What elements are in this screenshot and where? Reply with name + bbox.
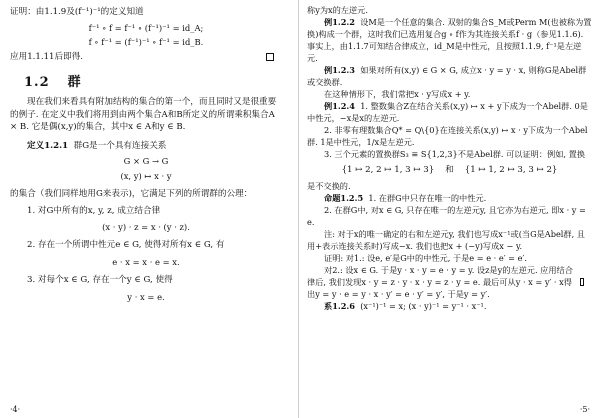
paragraph-intro: 现在我们来看具有附加结构的集合的第一个，而且同时又是很重要的例子. 在定义中我们将用到由两个集合A和B所定义的所谓乘积集合A × B. 它是偶(x,y)的集合，其中x ∈ A和y ∈ B. bbox=[10, 97, 277, 132]
example-1-label: 例1.2.2 bbox=[324, 17, 355, 27]
section-number: 1.2 bbox=[24, 75, 50, 90]
proof-part-2: 对2.: 设x ∈ G. 于是y · x · y = e · y = y. 设z是y的左逆元. 应用结合律后, 我们发现x · y = z · y · x · y = z · y = e. 最后可从y · x = y′ · x得出y = y · e = y · x · y′ = e · y′ = y′, 于是y = y′. bbox=[307, 265, 573, 299]
axiom-1-equation: (x · y) · z = x · (y · z). bbox=[102, 222, 190, 232]
right-page bbox=[298, 0, 600, 418]
definition-label: 定义1.2.1 bbox=[27, 140, 69, 151]
corollary-label: 系1.2.6 bbox=[324, 301, 355, 311]
permutation-and: 和 bbox=[445, 165, 454, 175]
top-line: 称y为x的左逆元. bbox=[307, 5, 368, 15]
example-2-continued: 在这种情形下，我们常把x · y写成x + y. bbox=[324, 89, 471, 99]
equation-2: f ∘ f⁻¹ = (f⁻¹)⁻¹ ∘ f⁻¹ = id_B. bbox=[88, 36, 204, 47]
section-title: 群 bbox=[67, 75, 82, 90]
proof-part-1: 证明: 对1.: 设e, e′是G中的中性元, 于是e = e · e′ = e′. bbox=[324, 253, 527, 263]
corollary-text: (x⁻¹)⁻¹ = x; (x · y)⁻¹ = y⁻¹ · x⁻¹. bbox=[360, 301, 487, 311]
apply-line: 应用1.1.11后即得. bbox=[10, 51, 84, 62]
page-number-left: ·4· bbox=[10, 405, 21, 414]
qed-square bbox=[266, 53, 274, 61]
proposition-item-1: 1. 在群G中只存在唯一的中性元. bbox=[368, 193, 487, 203]
proposition-label: 命题1.2.5 bbox=[324, 193, 364, 203]
example-3-end: 是不交换的. bbox=[307, 181, 351, 191]
example-3-item-3: 3. 三个元素的置换群S₃ ≡ S{1,2,3}不是Abel群. 可以证明：例如, 置换 bbox=[324, 149, 586, 159]
equation-1: f⁻¹ ∘ f = f⁻¹ ∘ (f⁻¹)⁻¹ = id_A; bbox=[88, 22, 204, 33]
permutation-line bbox=[307, 164, 592, 176]
example-2-text: 如果对所有(x,y) ∈ G × G, 成立x · y = y · x, 则称G是Abel群或交换群. bbox=[307, 65, 587, 87]
axiom-2-equation: e · x = x · e = x. bbox=[112, 256, 180, 267]
definition-text: 群G是一个具有连接关系 bbox=[73, 140, 167, 151]
map-line-1: G × G → G bbox=[123, 156, 169, 166]
example-2-label: 例1.2.3 bbox=[324, 65, 355, 75]
section-heading bbox=[24, 71, 282, 90]
left-page bbox=[0, 0, 292, 418]
axiom-2: 2. 存在一个所谓中性元e ∈ G, 使得对所有x ∈ G, 有 bbox=[27, 240, 225, 250]
page-number-right: ·5· bbox=[579, 405, 590, 414]
permutation-1: {1 ↦ 2, 2 ↦ 1, 3 ↦ 3} bbox=[341, 165, 435, 175]
proposition-item-2: 2. 在群G中, 对x ∈ G, 只存在唯一的左逆元y, 且它亦为右逆元, 即x · y = e. bbox=[307, 205, 586, 227]
example-1-text: 设M是一个任意的集合. 双射的集合S_M或Perm M(也被称为置换)构成一个群，这时我们已选用复合g ∘ f作为其连接关系f · g（参见1.1.6). 事实上，由1.1.7可知结合律成立，id_M是中性元，且按照1.1.9, f⁻¹是左逆元. bbox=[307, 17, 592, 63]
example-3-label: 例1.2.4 bbox=[324, 101, 355, 111]
axiom-3-equation: y · x = e. bbox=[127, 292, 165, 302]
permutation-2: {1 ↦ 1, 2 ↦ 3, 3 ↦ 2} bbox=[464, 165, 558, 175]
example-3-item-1: 1. 整数集合Z在结合关系(x,y) ↦ x + y下成为一个Abel群. 0是中性元，−x是x的左逆元. bbox=[307, 101, 588, 123]
axiom-3: 3. 对每个x ∈ G, 存在一个y ∈ G, 使得 bbox=[27, 274, 173, 285]
map-line-2: (x, y) ↦ x · y bbox=[120, 171, 172, 181]
axiom-1: 1. 对G中所有的x, y, z, 成立结合律 bbox=[27, 205, 161, 216]
definition-continued: 的集合（我们同样地用G来表示)，它满足下列的所谓群的公理： bbox=[10, 189, 253, 199]
note: 注: 对于x的唯一确定的右和左逆元y, 我们也写成x⁻¹或(当G是Abel群, 且用+表示连接关系时)写成−x. 我们也把x + (−y)写成x − y. bbox=[307, 229, 585, 251]
example-3-item-2: 2. 非零有理数集合Q* = Q\{0}在连接关系(x,y) ↦ x · y下成为一个Abel群. 1是中性元，1/x是左逆元. bbox=[307, 125, 588, 147]
qed-square-right bbox=[580, 278, 584, 286]
proof-intro: 证明：由1.1.9及(f⁻¹)⁻¹的定义知道 bbox=[10, 7, 144, 17]
